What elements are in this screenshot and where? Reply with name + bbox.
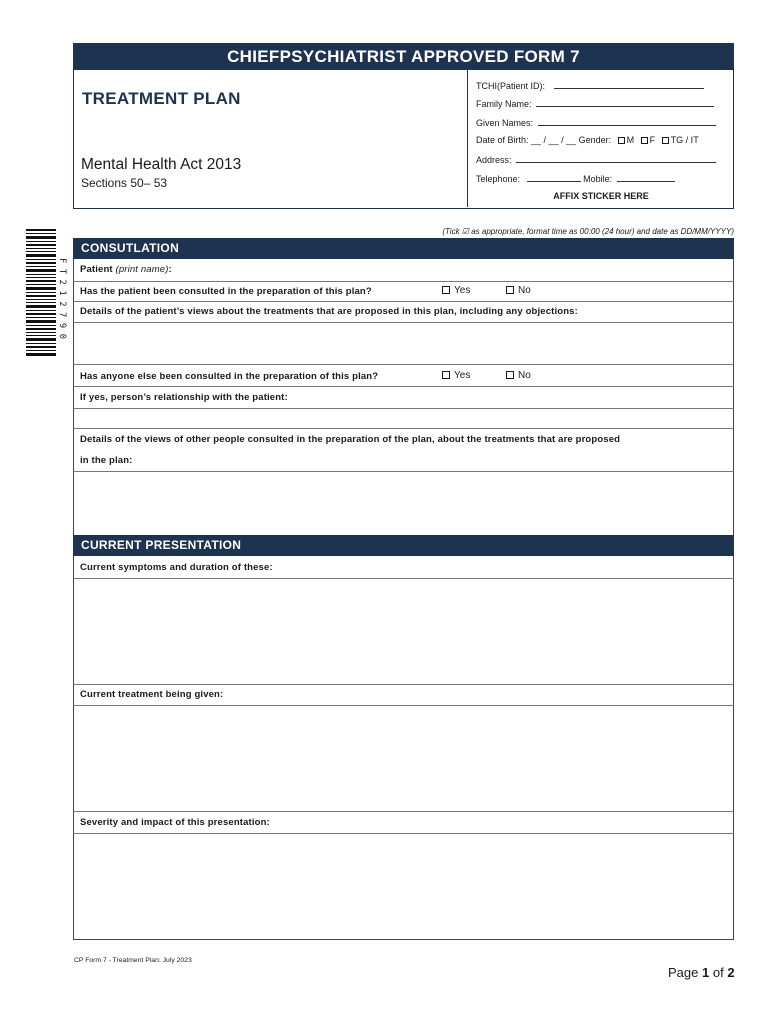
header-divider	[467, 70, 468, 207]
tchi-label: TCHI(Patient ID):	[476, 81, 546, 91]
dob-gender-field[interactable]	[476, 135, 699, 145]
telephone-blank[interactable]	[527, 173, 581, 182]
checkbox-icon[interactable]	[506, 371, 514, 379]
address-blank[interactable]	[516, 154, 716, 163]
patient-views-input[interactable]	[73, 322, 734, 364]
page-number: Page 1 of 2	[668, 965, 735, 980]
anyone-consulted-no[interactable]: No	[506, 370, 531, 381]
row-divider	[73, 281, 734, 282]
gender-f-checkbox[interactable]	[641, 137, 648, 144]
consultation-heading: CONSUTLATION	[73, 238, 734, 259]
relationship-input[interactable]	[73, 408, 734, 428]
row-divider	[73, 428, 734, 429]
row-divider	[73, 684, 734, 685]
other-views-label-line2: in the plan:	[80, 455, 133, 466]
gender-label: Gender:	[578, 135, 612, 145]
patient-name-label: Patient (print name):	[80, 264, 172, 275]
patient-views-label: Details of the patient’s views about the treatments that are proposed in this plan, including any objections:	[80, 306, 578, 317]
treatment-input[interactable]	[73, 705, 734, 811]
telephone-label: Telephone:	[476, 174, 521, 184]
row-divider	[73, 811, 734, 812]
barcode-image	[26, 229, 56, 357]
patient-consulted-yes[interactable]: Yes	[442, 285, 470, 296]
patient-consulted-question: Has the patient been consulted in the preparation of this plan?	[80, 286, 372, 297]
form-title-bar: CHIEFPSYCHIATRIST APPROVED FORM 7	[73, 43, 734, 70]
checkbox-icon[interactable]	[442, 286, 450, 294]
row-divider	[73, 386, 734, 387]
severity-input[interactable]	[73, 833, 734, 940]
gender-m-label: M	[626, 135, 635, 145]
presentation-heading: CURRENT PRESENTATION	[73, 535, 734, 556]
gender-m-checkbox[interactable]	[618, 137, 625, 144]
given-names-blank[interactable]	[538, 117, 716, 126]
barcode-digits: F T 2 1 2 7 9 0	[57, 258, 67, 340]
dob-pattern[interactable]: __ / __ / __	[531, 135, 577, 145]
severity-label: Severity and impact of this presentation:	[80, 817, 270, 828]
given-names-label: Given Names:	[476, 118, 534, 128]
form-reference: CP Form 7 - Treatment Plan: July 2023	[74, 957, 192, 964]
row-divider	[73, 364, 734, 365]
anyone-consulted-yes[interactable]: Yes	[442, 370, 470, 381]
address-label: Address:	[476, 155, 512, 165]
family-name-field[interactable]	[476, 98, 714, 109]
mobile-blank[interactable]	[617, 173, 675, 182]
row-divider	[73, 301, 734, 302]
given-names-field[interactable]	[476, 117, 716, 128]
plan-title: TREATMENT PLAN	[82, 89, 241, 108]
other-views-label-line1: Details of the views of other people consulted in the preparation of the plan, about the treatments that are proposed	[80, 434, 621, 445]
patient-consulted-no[interactable]: No	[506, 285, 531, 296]
mobile-label: Mobile:	[583, 174, 613, 184]
family-name-label: Family Name:	[476, 99, 532, 109]
other-views-input[interactable]	[73, 471, 734, 535]
symptoms-input[interactable]	[73, 578, 734, 684]
tchi-field[interactable]	[476, 80, 704, 91]
anyone-consulted-question: Has anyone else been consulted in the preparation of this plan?	[80, 371, 379, 382]
family-name-blank[interactable]	[536, 98, 714, 107]
tick-instruction: (Tick ☑ as appropriate, format time as 00:00 (24 hour) and date as DD/MM/YYYY)	[442, 227, 734, 236]
phone-field[interactable]	[476, 173, 675, 184]
act-title: Mental Health Act 2013	[81, 156, 242, 173]
address-field[interactable]	[476, 154, 716, 165]
gender-tg-checkbox[interactable]	[662, 137, 669, 144]
gender-tg-label: TG / IT	[670, 135, 699, 145]
sections-text: Sections 50– 53	[81, 176, 168, 190]
checkbox-icon[interactable]	[442, 371, 450, 379]
tchi-blank[interactable]	[554, 80, 704, 89]
treatment-label: Current treatment being given:	[80, 689, 224, 700]
symptoms-label: Current symptoms and duration of these:	[80, 562, 273, 573]
dob-label: Date of Birth:	[476, 135, 529, 145]
checkbox-icon[interactable]	[506, 286, 514, 294]
affix-sticker-text: AFFIX STICKER HERE	[553, 191, 649, 201]
relationship-label: If yes, person’s relationship with the patient:	[80, 392, 288, 403]
gender-f-label: F	[649, 135, 656, 145]
header-box	[73, 70, 734, 209]
